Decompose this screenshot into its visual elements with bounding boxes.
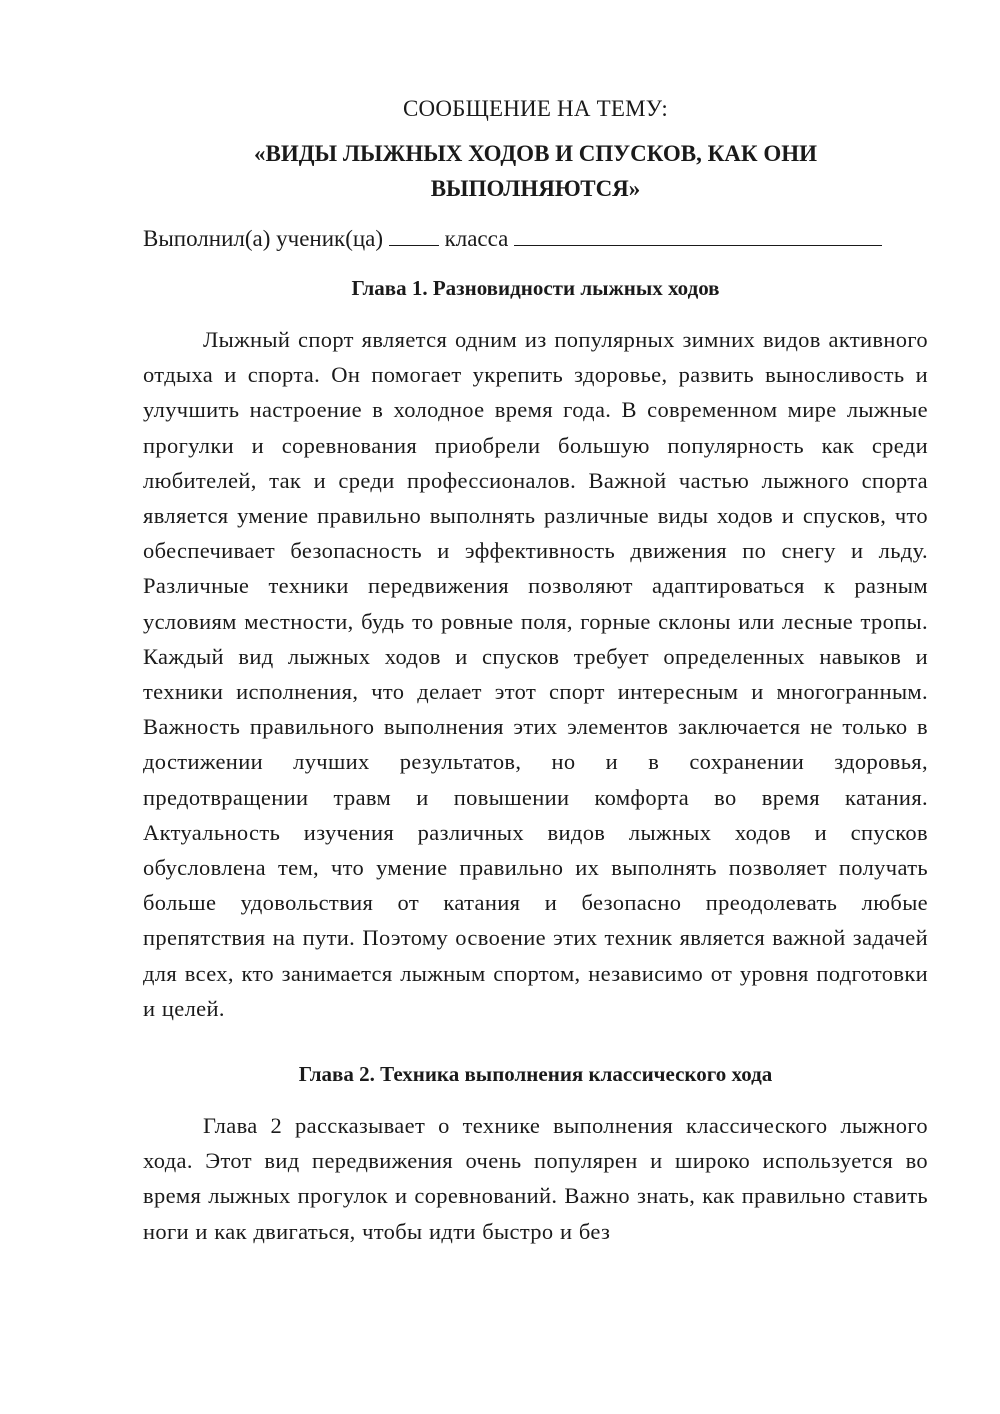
- document-subtitle: [143, 136, 928, 206]
- chapter-2-paragraph: Глава 2 рассказывает о технике выполнения классического лыжного хода. Этот вид передвижения очень популярен и широко используется во время лыжных прогулок и соревнований. Важно знать, как правильно ставить ноги и как двигаться, чтобы идти быстро и без: [143, 1113, 928, 1244]
- subtitle-line-1: «ВИДЫ ЛЫЖНЫХ ХОДОВ И СПУСКОВ, КАК ОНИ: [253, 141, 818, 166]
- byline-prefix: Выполнил(а) ученик(ца): [143, 226, 384, 251]
- byline-class-label: класса: [444, 226, 509, 251]
- grade-blank-field[interactable]: [389, 223, 439, 246]
- subtitle-line-2: ВЫПОЛНЯЮТСЯ»: [430, 176, 641, 201]
- chapter-1-heading: Глава 1. Разновидности лыжных ходов: [351, 276, 720, 300]
- document-title: СООБЩЕНИЕ НА ТЕМУ:: [403, 96, 668, 121]
- author-byline: [143, 223, 928, 254]
- chapter-2-heading: Глава 2. Техника выполнения классического хода: [298, 1062, 773, 1087]
- chapter-1-paragraph: Лыжный спорт является одним из популярных зимних видов активного отдыха и спорта. Он помогает укрепить здоровье, развить выносливость и улучшить настроение в холодное время года. В современном мире лыжные прогулки и соревнования приобрели большую популярность как среди любителей, так и среди профессионалов. Важной частью лыжного спорта является умение правильно выполнять различные виды ходов и спусков, что обеспечивает безопасность и эффективность движения по снегу и льду. Различные техники передвижения позволяют адаптироваться к разным условиям местности, будь то ровные поля, горные склоны или лесные тропы. Каждый вид лыжных ходов и спусков требует определенных навыков и техники исполнения, что делает этот спорт интересным и многогранным. Важность правильного выполнения этих элементов заключается не только в достижении лучших результатов, но и в сохранении здоровья, предотвращении травм и повышении комфорта во время катания. Актуальность изучения различных видов лыжных ходов и спусков обусловлена тем, что умение правильно их выполнять позволяет получать больше удовольствия от катания и безопасно преодолевать любые препятствия на пути. Поэтому освоение этих техник является важной задачей для всех, кто занимается лыжным спортом, независимо от уровня подготовки и целей.: [143, 327, 928, 1021]
- class-blank-field[interactable]: [514, 223, 882, 246]
- document-page: [143, 94, 928, 1249]
